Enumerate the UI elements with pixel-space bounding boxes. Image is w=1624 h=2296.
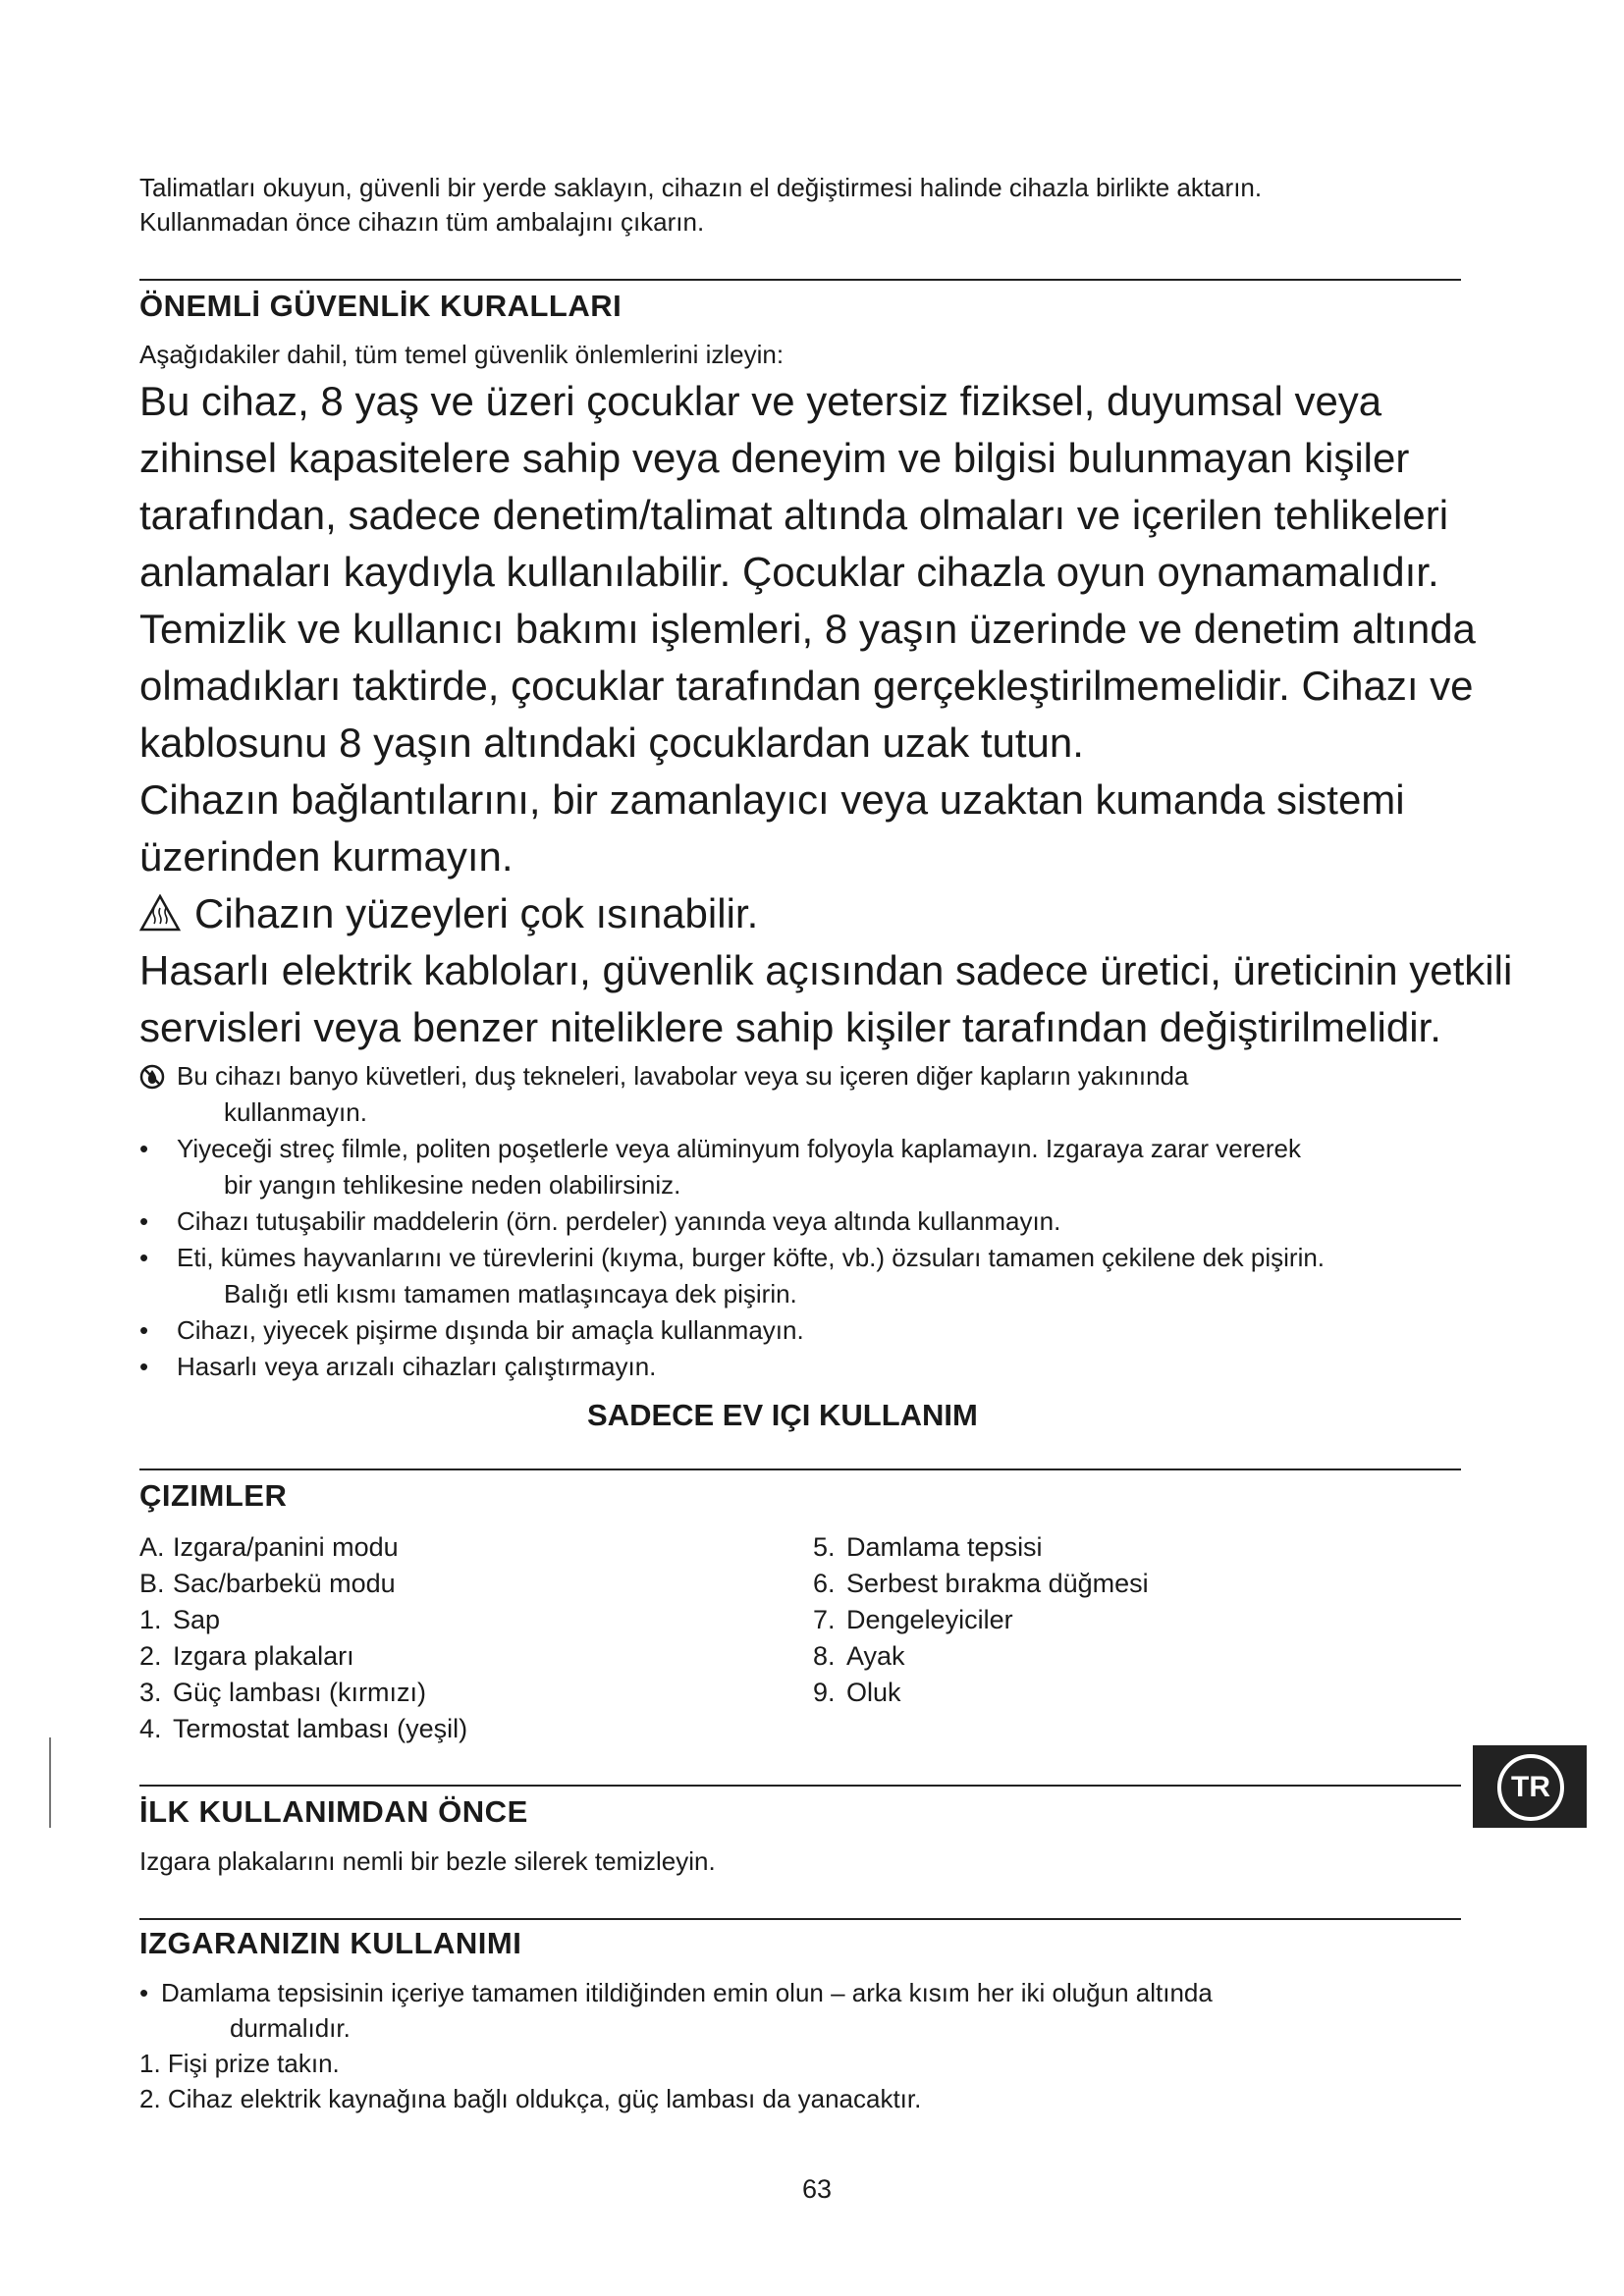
divider [139, 1918, 1461, 1920]
drawings-heading: ÇIZIMLER [139, 1478, 288, 1513]
list-item-continuation: kullanmayın. [224, 1097, 367, 1127]
list-item-text: Damlama tepsisinin içeriye tamamen itildiğinden emin olun – arka kısım her iki oluğun altında [161, 1978, 1213, 2007]
list-item-text: Cihazı tutuşabilir maddelerin (örn. perdeler) yanında veya altında kullanmayın. [177, 1206, 1061, 1236]
safety-hot-surface [139, 885, 1514, 942]
page-number: 63 [802, 2174, 833, 2204]
intro-line: Talimatları okuyun, güvenli bir yerde saklayın, cihazın el değiştirmesi halinde cihazla birlikte aktarın. [139, 173, 1263, 202]
intro-text [139, 171, 1465, 240]
bullet: • [139, 1243, 149, 1272]
usage-step: 1. Fişi prize takın. [139, 2049, 340, 2078]
drawing-item: B. Sac/barbekü modu [139, 1569, 396, 1598]
safety-paragraph: Bu cihaz, 8 yaş ve üzeri çocuklar ve yetersiz fiziksel, duyumsal veya zihinsel kapasitelere sahip veya deneyim ve bilgisi bulunmayan kişiler tarafından, sadece denetim/talimat altında olmaları ve içerilen tehlikeleri anlamaları kaydıyla kullanılabilir. Çocuklar cihazla oyun oynamamalıdır. Temizlik ve kullanıcı bakımı işlemleri, 8 yaşın üzerinde ve denetim altında olmadıkları taktirde, çocuklar tarafından gerçekleştirilmemelidir. Cihazı ve kablosunu 8 yaşın altındaki çocuklardan uzak tutun. [139, 378, 1476, 766]
list-item [139, 1312, 1514, 1349]
drawing-item: 4. Termostat lambası (yeşil) [139, 1714, 468, 1743]
list-item-text: Bu cihazı banyo küvetleri, duş tekneleri, lavabolar veya su içeren diğer kapların yakınında [177, 1061, 1189, 1091]
language-badge [1473, 1745, 1587, 1828]
list-item-text: Yiyeceği streç filmle, politen poşetlerle veya alüminyum folyoyla kaplamayın. Izgaraya zarar vererek [177, 1134, 1301, 1163]
usage-step: 2. Cihaz elektrik kaynağına bağlı oldukça, güç lambası da yanacaktır. [139, 2084, 922, 2113]
bullet: • [139, 1315, 149, 1345]
drawing-item: A. Izgara/panini modu [139, 1532, 399, 1562]
safety-paragraph: Cihazın bağlantılarını, bir zamanlayıcı veya uzaktan kumanda sistemi üzerinden kurmayın. [139, 776, 1405, 880]
drawing-item: 5. Damlama tepsisi [813, 1532, 1043, 1562]
drawings-list-left [139, 1529, 467, 1747]
list-item [139, 1058, 1514, 1131]
list-item-text: Eti, kümes hayvanlarını ve türevlerini (kıyma, burger köfte, vb.) özsuları tamamen çekilene dek pişirin. [177, 1243, 1326, 1272]
safety-main-text [139, 373, 1514, 1056]
safety-heading: ÖNEMLİ GÜVENLİK KURALLARI [139, 289, 623, 323]
list-item-continuation: durmalıdır. [230, 2013, 351, 2043]
divider [139, 279, 1461, 281]
list-item-text: Cihazı, yiyecek pişirme dışında bir amaçla kullanmayın. [177, 1315, 804, 1345]
hot-surface-text: Cihazın yüzeyleri çok ısınabilir. [194, 890, 759, 936]
margin-line [49, 1737, 51, 1828]
drawing-item: 1. Sap [139, 1605, 221, 1634]
list-item-text: Hasarlı veya arızalı cihazları çalıştırmayın. [177, 1352, 657, 1381]
list-item [139, 1240, 1514, 1312]
drawing-item: 8. Ayak [813, 1641, 905, 1671]
divider [139, 1468, 1461, 1470]
drawing-item: 7. Dengeleyiciler [813, 1605, 1013, 1634]
drawings-list-right [813, 1529, 1149, 1711]
bullet: • [139, 1978, 149, 2007]
list-item [139, 1131, 1514, 1203]
no-water-icon [139, 1064, 165, 1090]
list-item [139, 1975, 1514, 2046]
drawing-item: 9. Oluk [813, 1678, 901, 1707]
list-item-continuation: bir yangın tehlikesine neden olabilirsiniz. [224, 1170, 681, 1200]
drawing-item: 3. Güç lambası (kırmızı) [139, 1678, 427, 1707]
language-badge-label: TR [1497, 1754, 1564, 1821]
list-item [139, 1203, 1514, 1240]
bullet: • [139, 1352, 149, 1381]
first-use-text: Izgara plakalarını nemli bir bezle silerek temizleyin. [139, 1846, 716, 1876]
safety-list [139, 1058, 1514, 1385]
usage-list [139, 1975, 1514, 2116]
first-use-heading: İLK KULLANIMDAN ÖNCE [139, 1794, 528, 1829]
list-item [139, 1349, 1514, 1385]
drawing-item: 2. Izgara plakaları [139, 1641, 354, 1671]
intro-line: Kullanmadan önce cihazın tüm ambalajını çıkarın. [139, 207, 705, 237]
list-item-continuation: Balığı etli kısmı tamamen matlaşıncaya dek pişirin. [224, 1279, 797, 1308]
safety-subheading: Aşağıdakiler dahil, tüm temel güvenlik önlemlerini izleyin: [139, 340, 785, 369]
drawing-item: 6. Serbest bırakma düğmesi [813, 1569, 1149, 1598]
usage-heading: IZGARANIZIN KULLANIMI [139, 1926, 522, 1960]
safety-paragraph: Hasarlı elektrik kabloları, güvenlik açısından sadece üretici, üreticinin yetkili servisleri veya benzer niteliklere sahip kişiler tarafından değiştirilmelidir. [139, 947, 1513, 1050]
divider [139, 1785, 1461, 1787]
household-use-only: SADECE EV IÇI KULLANIM [587, 1398, 978, 1432]
bullet: • [139, 1206, 149, 1236]
hot-surface-warning-icon [139, 894, 181, 932]
bullet: • [139, 1134, 149, 1163]
